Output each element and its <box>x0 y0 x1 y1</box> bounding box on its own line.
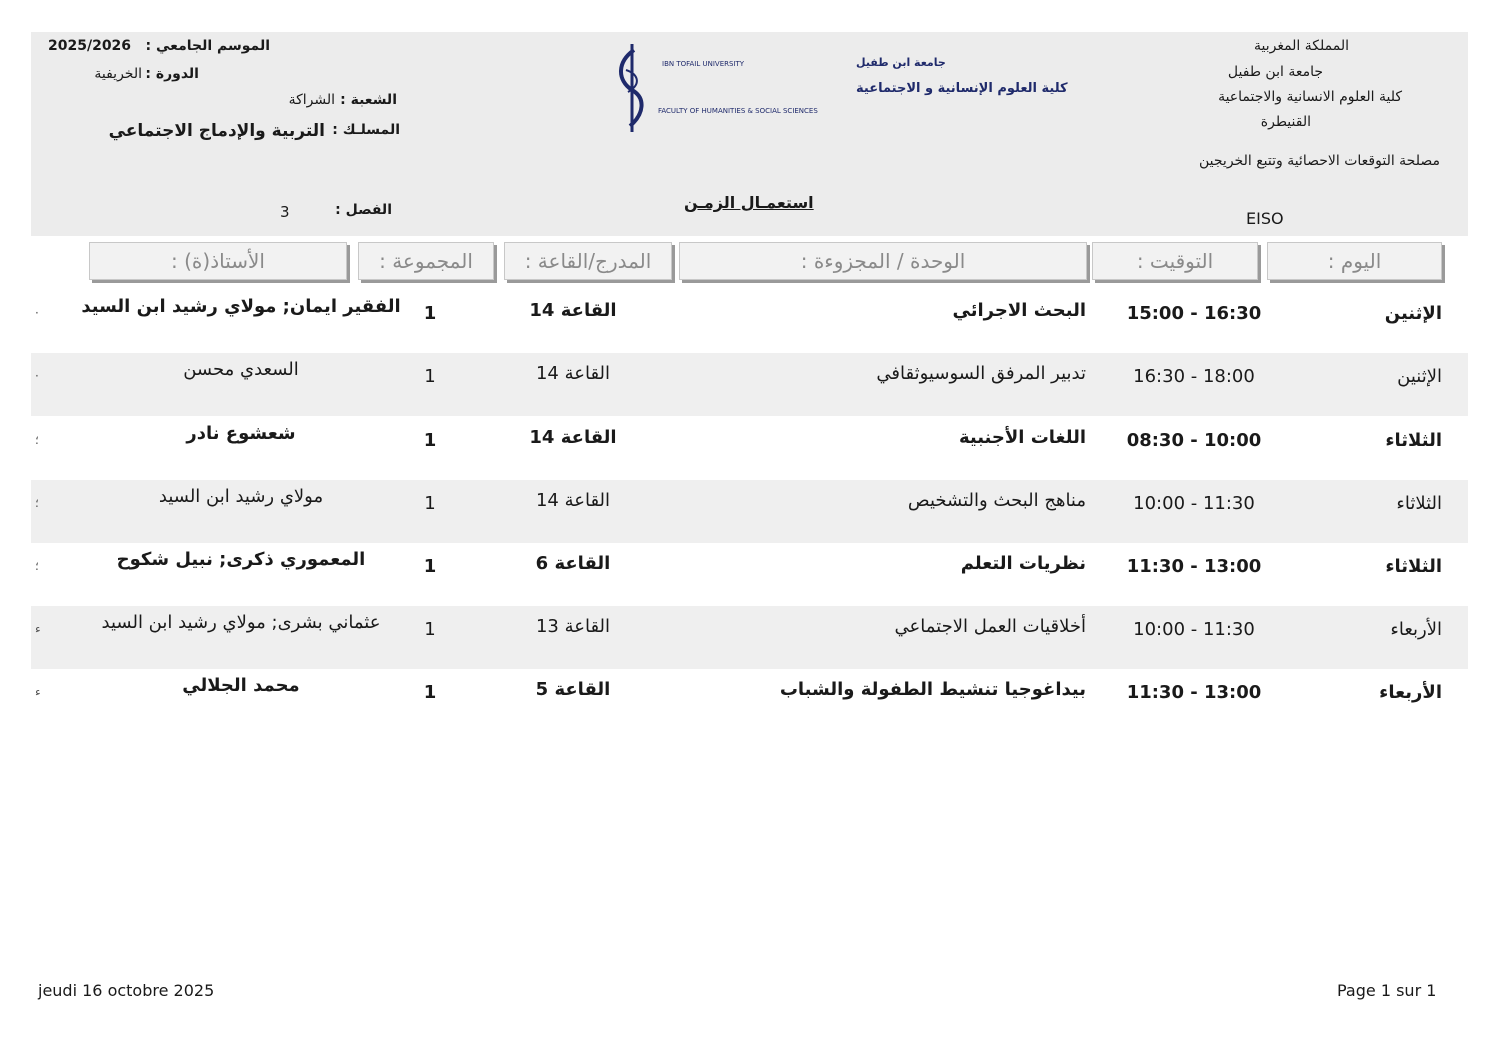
row-group: 1 <box>423 682 437 703</box>
logo-university-en: IBN TOFAIL UNIVERSITY <box>662 60 745 68</box>
row-module: بيداغوجيا تنشيط الطفولة والشباب <box>779 679 1086 700</box>
division-value: الشراكة <box>288 92 335 108</box>
column-header-module: الوحدة / المجزوءة : <box>679 242 1087 280</box>
session-value: الخريفية <box>94 66 142 82</box>
row-time: 16:30 - 18:00 <box>1133 366 1255 387</box>
row-room: القاعة 6 <box>535 553 611 574</box>
university-text: جامعة ابن طفيل <box>1227 64 1323 80</box>
logo-faculty-ar: كلية العلوم الإنسانية و الاجتماعية <box>856 81 1068 96</box>
row-prof: شعشوع نادر <box>186 423 296 444</box>
row-edge-mark: ء <box>35 685 41 699</box>
row-day: الإثنين <box>1397 366 1442 387</box>
row-time: 11:30 - 13:00 <box>1126 556 1262 577</box>
row-day: الثلاثاء <box>1385 556 1442 577</box>
row-edge-mark: · <box>35 306 39 320</box>
row-room: القاعة 14 <box>535 490 611 511</box>
row-prof: الفقير ايمان; مولاي رشيد ابن السيد <box>81 296 401 317</box>
semester-value: 3 <box>280 203 290 221</box>
column-header-time: التوقيت : <box>1092 242 1258 280</box>
row-edge-mark: ء <box>35 622 41 636</box>
row-edge-mark: · <box>35 369 39 383</box>
session-label: الدورة : <box>145 66 199 82</box>
semester-label: الفصل : <box>335 202 392 218</box>
university-logo <box>612 40 1068 132</box>
eiso-code: EISO <box>1246 209 1284 228</box>
row-edge-mark: ؛ <box>35 559 39 573</box>
row-room: القاعة 14 <box>529 427 617 448</box>
row-module: تدبير المرفق السوسيوثقافي <box>876 363 1086 384</box>
row-module: نظريات التعلم <box>960 553 1086 574</box>
row-time: 10:00 - 11:30 <box>1133 493 1255 514</box>
track-label: المسلـك : <box>332 122 400 138</box>
row-module: البحث الاجرائي <box>952 300 1086 321</box>
row-module: مناهج البحث والتشخيص <box>907 490 1086 511</box>
row-group: 1 <box>424 493 436 514</box>
row-time: 08:30 - 10:00 <box>1126 430 1262 451</box>
kingdom-text: المملكة المغربية <box>1253 38 1349 54</box>
row-room: القاعة 14 <box>529 300 617 321</box>
faculty-text: كلية العلوم الانسانية والاجتماعية <box>1218 89 1402 105</box>
row-day: الأربعاء <box>1379 682 1442 703</box>
table-row <box>31 606 1468 669</box>
city-text: القنيطرة <box>1260 114 1311 130</box>
footer-date: jeudi 16 octobre 2025 <box>38 981 215 1000</box>
row-module: أخلاقيات العمل الاجتماعي <box>894 616 1086 637</box>
season-value: 2025/2026 <box>48 38 132 54</box>
row-group: 1 <box>423 303 437 324</box>
row-prof: مولاي رشيد ابن السيد <box>158 486 324 507</box>
row-room: القاعة 14 <box>535 363 611 384</box>
column-header-room: المدرج/القاعة : <box>504 242 672 280</box>
row-edge-mark: ؛ <box>35 496 39 510</box>
row-group: 1 <box>423 556 437 577</box>
table-row <box>31 543 1468 606</box>
table-row <box>31 669 1468 732</box>
row-edge-mark: ؛ <box>35 433 39 447</box>
logo-faculty-en: FACULTY OF HUMANITIES & SOCIAL SCIENCES <box>658 107 818 115</box>
row-prof: المعموري ذكرى; نبيل شكوح <box>116 549 366 570</box>
column-header-prof: الأستاذ(ة) : <box>89 242 347 280</box>
row-time: 15:00 - 16:30 <box>1126 303 1262 324</box>
table-row <box>31 290 1468 353</box>
row-prof: عثماني بشرى; مولاي رشيد ابن السيد <box>101 612 381 633</box>
table-row <box>31 480 1468 543</box>
row-day: الأربعاء <box>1390 619 1442 640</box>
row-time: 10:00 - 11:30 <box>1133 619 1255 640</box>
service-text: مصلحة التوقعات الاحصائية وتتبع الخريجين <box>1199 153 1440 169</box>
table-row <box>31 353 1468 416</box>
logo-university-ar: جامعة ابن طفيل <box>856 56 946 69</box>
row-prof: السعدي محسن <box>183 359 299 380</box>
row-group: 1 <box>424 366 436 387</box>
footer-page-number: Page 1 sur 1 <box>1337 981 1437 1000</box>
row-group: 1 <box>424 619 436 640</box>
row-day: الإثنين <box>1384 303 1442 324</box>
row-day: الثلاثاء <box>1385 430 1442 451</box>
row-room: القاعة 5 <box>535 679 611 700</box>
column-header-group: المجموعة : <box>358 242 494 280</box>
row-module: اللغات الأجنبية <box>958 427 1086 448</box>
row-room: القاعة 13 <box>535 616 611 637</box>
row-day: الثلاثاء <box>1396 493 1442 514</box>
table-row <box>31 417 1468 480</box>
season-label: الموسم الجامعي : <box>145 38 270 54</box>
logo-emblem-icon <box>612 40 1068 132</box>
row-time: 11:30 - 13:00 <box>1126 682 1262 703</box>
row-prof: محمد الجلالي <box>182 675 300 696</box>
row-group: 1 <box>423 430 437 451</box>
page-title: استعمـال الزمـن <box>684 193 814 212</box>
column-header-day: اليوم : <box>1267 242 1442 280</box>
track-value: التربية والإدماج الاجتماعي <box>108 121 325 141</box>
division-label: الشعبة : <box>340 92 397 108</box>
